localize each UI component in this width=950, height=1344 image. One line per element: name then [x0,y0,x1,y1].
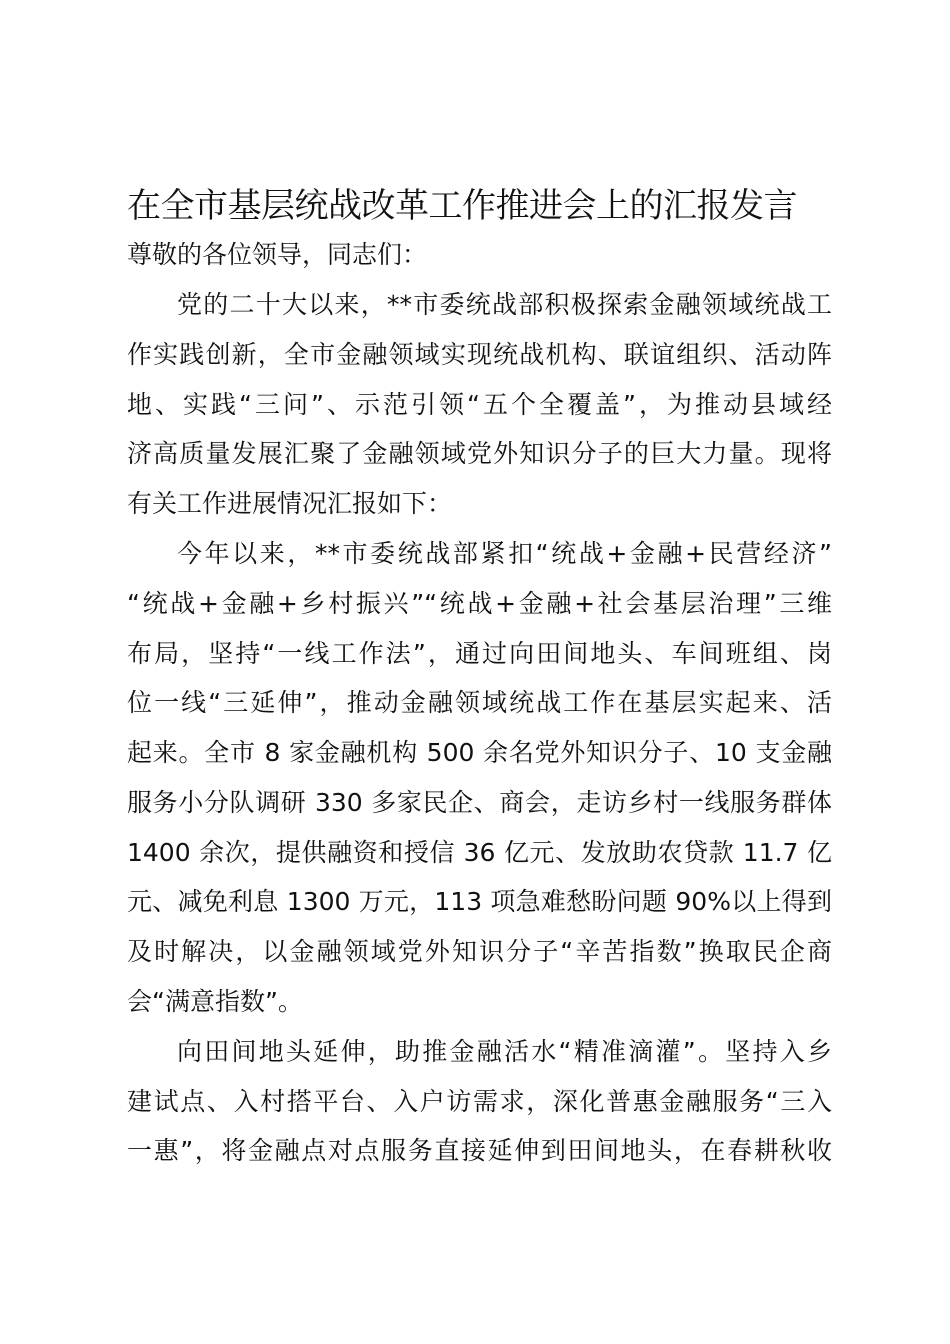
paragraph-line: 一惠”，将金融点对点服务直接延伸到田间地头，在春耕秋收 [127,1136,832,1165]
paragraph-line: 起来。全市 8 家金融机构 500 余名党外知识分子、10 支金融 [127,738,832,767]
salutation: 尊敬的各位领导，同志们： [127,240,428,269]
paragraph-line: 今年以来，**市委统战部紧扣“统战+金融+民营经济” [177,539,832,568]
paragraph-line: 服务小分队调研 330 多家民企、商会，走访乡村一线服务群体 [127,788,832,817]
document-title: 在全市基层统战改革工作推进会上的汇报发言 [127,186,797,226]
paragraph-line: 位一线“三延伸”，推动金融领域统战工作在基层实起来、活 [127,688,832,717]
paragraph-line: 建试点、入村搭平台、入户访需求，深化普惠金融服务“三入 [127,1087,832,1116]
paragraph-line: 向田间地头延伸，助推金融活水“精准滴灌”。坚持入乡 [177,1037,832,1066]
paragraph-line: 党的二十大以来，**市委统战部积极探索金融领域统战工 [177,290,832,319]
paragraph-line: 及时解决，以金融领域党外知识分子“辛苦指数”换取民企商 [127,937,832,966]
paragraph-line: 1400 余次，提供融资和授信 36 亿元、发放助农贷款 11.7 亿 [127,838,832,867]
paragraph-line: 济高质量发展汇聚了金融领域党外知识分子的巨大力量。现将 [127,439,832,468]
paragraph-line: 会“满意指数”。 [127,987,303,1016]
paragraph-line: 布局，坚持“一线工作法”，通过向田间地头、车间班组、岗 [127,639,832,668]
paragraph-line: 元、减免利息 1300 万元，113 项急难愁盼问题 90%以上得到 [127,887,832,916]
paragraph-line: 作实践创新，全市金融领域实现统战机构、联谊组织、活动阵 [127,340,832,369]
paragraph-line: 地、实践“三问”、示范引领“五个全覆盖”，为推动县域经 [127,390,832,419]
paragraph-line: “统战+金融+乡村振兴”“统战+金融+社会基层治理”三维 [127,589,832,618]
paragraph-line: 有关工作进展情况汇报如下： [127,489,453,518]
